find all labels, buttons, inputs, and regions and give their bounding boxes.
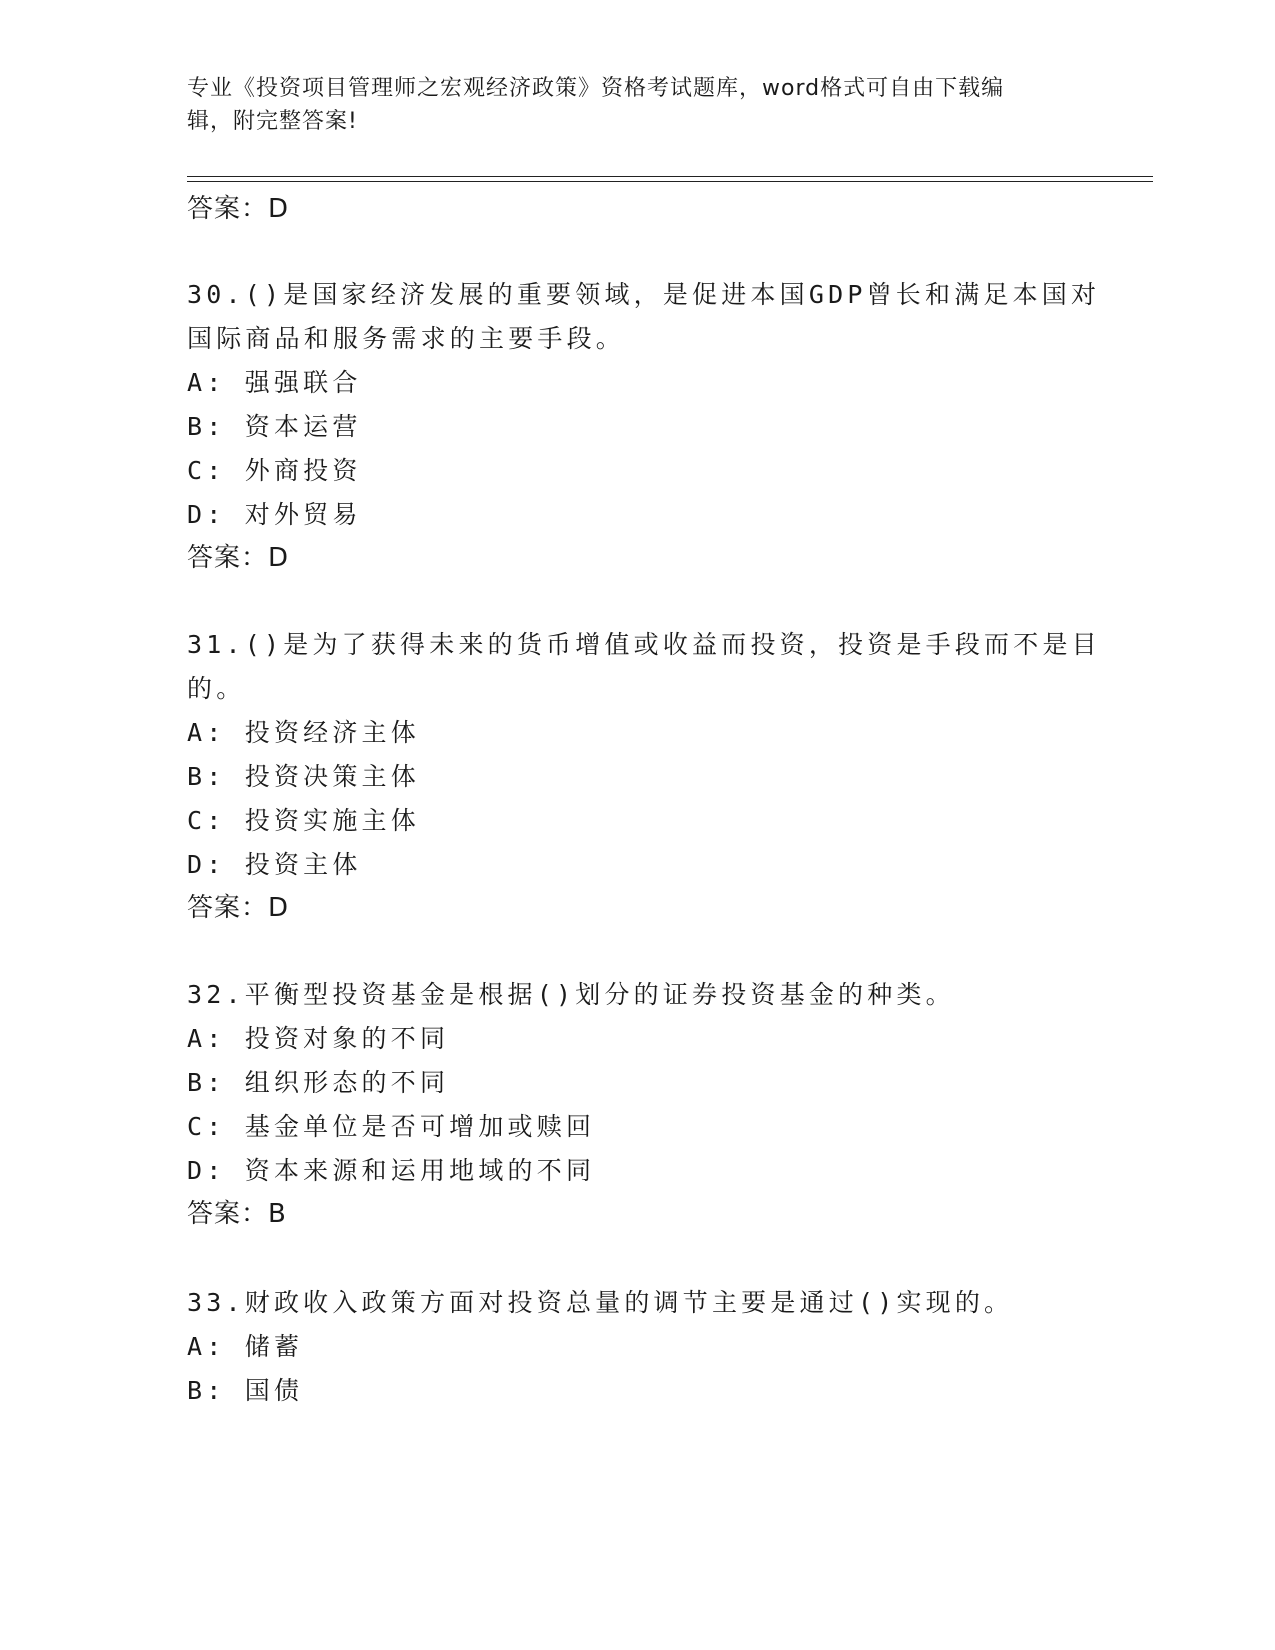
question-32-stem-line-1: 32.平衡型投资基金是根据()划分的证券投资基金的种类。 <box>187 980 955 1009</box>
question-30-option-b: B: 资本运营 <box>187 412 362 441</box>
question-30-answer: 答案：D <box>187 543 290 573</box>
question-32-option-a: A: 投资对象的不同 <box>187 1024 450 1053</box>
question-32-option-d: D: 资本来源和运用地域的不同 <box>187 1156 596 1185</box>
question-31-option-c: C: 投资实施主体 <box>187 806 420 835</box>
question-31-option-d: D: 投资主体 <box>187 850 362 879</box>
question-31-option-a: A: 投资经济主体 <box>187 718 420 747</box>
question-30-option-a: A: 强强联合 <box>187 368 362 397</box>
header-line-1: 专业《投资项目管理师之宏观经济政策》资格考试题库，word格式可自由下载编 <box>187 76 1005 101</box>
question-31-stem-line-1: 31.()是为了获得未来的货币增值或收益而投资，投资是手段而不是目 <box>187 630 1101 659</box>
question-33-option-a: A: 储蓄 <box>187 1332 304 1361</box>
document-header <box>187 72 1067 138</box>
question-33-stem-line-1: 33.财政收入政策方面对投资总量的调节主要是通过()实现的。 <box>187 1288 1014 1317</box>
question-31-option-b: B: 投资决策主体 <box>187 762 420 791</box>
question-30-option-c: C: 外商投资 <box>187 456 362 485</box>
answer-previous: 答案：D <box>187 194 290 224</box>
header-line-2: 辑，附完整答案! <box>187 109 358 134</box>
question-32-option-c: C: 基金单位是否可增加或赎回 <box>187 1112 596 1141</box>
question-31-answer: 答案：D <box>187 893 290 923</box>
question-32-option-b: B: 组织形态的不同 <box>187 1068 450 1097</box>
header-divider <box>187 176 1153 182</box>
question-33-option-b: B: 国债 <box>187 1376 304 1405</box>
question-30-option-d: D: 对外贸易 <box>187 500 362 529</box>
question-30-stem-line-2: 国际商品和服务需求的主要手段。 <box>187 324 626 353</box>
question-31-stem-line-2: 的。 <box>187 674 246 703</box>
question-32-answer: 答案：B <box>187 1199 287 1229</box>
question-30-stem-line-1: 30.()是国家经济发展的重要领域，是促进本国GDP曾长和满足本国对 <box>187 280 1101 309</box>
